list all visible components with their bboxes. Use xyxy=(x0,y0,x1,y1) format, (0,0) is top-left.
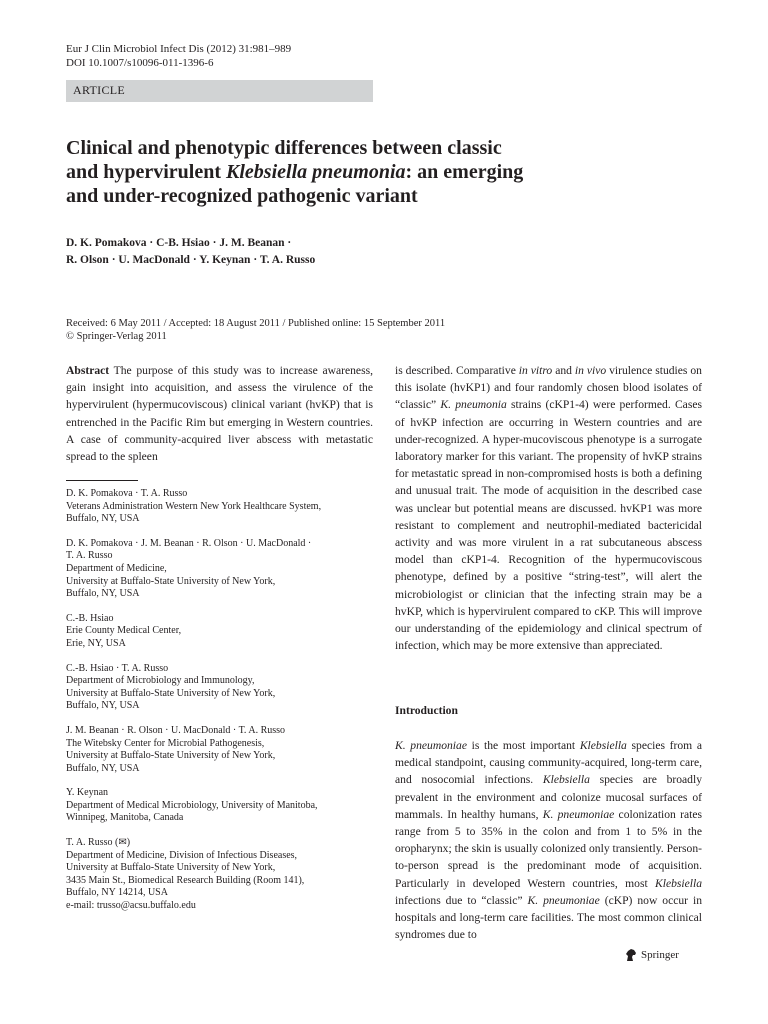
footnote-divider xyxy=(66,480,138,481)
abstract-italic: K. pneumonia xyxy=(440,398,507,412)
intro-text: colonization rates range from 5 to 35% in the colon and from 1 to 5% in the oropharynx; the skin is usually colonized only transiently. Person-to-person spread is the predominant mode of acquisition. Particularly in developed Western countries, most xyxy=(395,807,702,890)
affiliation-line: Department of Medicine, xyxy=(66,562,167,574)
affiliation-line: Winnipeg, Manitoba, Canada xyxy=(66,812,184,824)
affiliation-block xyxy=(66,613,373,651)
publisher-name: Springer xyxy=(641,949,679,961)
title-organism: Klebsiella pneumonia xyxy=(226,161,406,183)
intro-italic: K. pneumoniae xyxy=(527,893,600,907)
affiliation-block xyxy=(66,488,373,526)
publisher-footer xyxy=(624,948,679,962)
title-line-1: Clinical and phenotypic differences between classic xyxy=(66,137,502,159)
affiliation-line: University at Buffalo-State University of New York, xyxy=(66,750,276,762)
section-label: ARTICLE xyxy=(73,83,126,97)
intro-text: is the most important xyxy=(466,739,580,752)
affiliation-line: C.-B. Hsiao · T. A. Russo xyxy=(66,662,169,674)
affiliation-line: D. K. Pomakova · J. M. Beanan · R. Olson · U. MacDonald · xyxy=(66,537,312,549)
publication-history xyxy=(66,317,706,343)
affiliation-line: e-mail: trusso@acsu.buffalo.edu xyxy=(66,900,196,912)
paper-title xyxy=(66,136,626,208)
author-list xyxy=(66,235,486,269)
intro-italic: Klebsiella xyxy=(542,773,590,787)
affiliation-block xyxy=(66,725,373,775)
intro-italic: K. pneumoniae xyxy=(395,739,467,752)
affiliation-line: T. A. Russo (✉) xyxy=(66,837,131,849)
affiliation-line: T. A. Russo xyxy=(66,550,113,562)
abstract-text: virulence studies on this isolate (hvKP1) and four randomly chosen blood isolates of “classic” xyxy=(395,364,702,412)
journal-citation: Eur J Clin Microbiol Infect Dis (2012) 31:981–989 xyxy=(66,43,292,55)
abstract-heading: Abstract xyxy=(66,364,110,377)
abstract-text: strains (cKP1-4) were performed. Cases of hvKP infection are occurring in Western countries and are under-recognized. A hyper-mucoviscous phenotype is a surrogate laboratory marker for this variant. The propensity of hvKP strains for metastatic spread in non-compromised hosts is both a defining and unusual trait. The mode of acquisition in the described case was unclear but potential means are discussed. hvKP1 was more resistant to complement and neutrophil-mediated bactericidal activity and was more virulent in a rat subcutaneous abscess model than cKP1-4. Recognition of the hypermucoviscous phenotype, defined by a positive “string-test”, will alert the microbiologist or clinician that the infecting strain may be a hvKP, which is hypervirulent compared to cKP. This will improve our understanding of the epidemiology and clinical spectrum of infection, which may be more extensive than appreciated. xyxy=(395,398,702,653)
intro-text: species are broadly prevalent in the environment and colonize mucosal surfaces of mammals. In healthy humans, xyxy=(395,773,702,821)
affiliation-line: University at Buffalo-State University of New York, xyxy=(66,862,276,874)
dates-line: Received: 6 May 2011 / Accepted: 18 August 2011 / Published online: 15 September 2011 xyxy=(66,318,446,329)
authors-line-1: D. K. Pomakova · C-B. Hsiao · J. M. Beanan · xyxy=(66,237,292,249)
authors-line-2: R. Olson · U. MacDonald · Y. Keynan · T. A. Russo xyxy=(66,254,316,266)
affiliation-line: The Witebsky Center for Microbial Pathogenesis, xyxy=(66,737,265,749)
affiliation-line: Department of Microbiology and Immunology, xyxy=(66,675,255,687)
affiliation-block xyxy=(66,663,373,713)
affiliation-line: Buffalo, NY, USA xyxy=(66,762,140,774)
section-label-bar xyxy=(66,80,373,102)
title-text: : an emerging xyxy=(405,161,524,183)
affiliations xyxy=(66,488,373,925)
affiliation-line: Erie, NY, USA xyxy=(66,637,126,649)
affiliation-line: Buffalo, NY 14214, USA xyxy=(66,887,168,899)
affiliation-line: Veterans Administration Western New York Healthcare System, xyxy=(66,500,322,512)
intro-text: species from a medical standpoint, causing community-acquired, long-term care, and nosocomial infections. xyxy=(395,739,703,787)
abstract-text: is described. Comparative xyxy=(395,364,519,377)
intro-text: (cKP) now occur in hospitals and long-term care facilities. The most common clinical syndromes due to xyxy=(395,893,703,942)
affiliation-block xyxy=(66,837,373,913)
affiliation-line: C.-B. Hsiao xyxy=(66,612,114,624)
copyright-line: © Springer-Verlag 2011 xyxy=(66,331,167,342)
intro-italic: Klebsiella xyxy=(579,739,627,752)
doi: DOI 10.1007/s10096-011-1396-6 xyxy=(66,57,214,69)
abstract-text: The purpose of this study was to increase awareness, gain insight into acquisition, and assess the virulence of the hypervirulent (hypermucoviscous) clinical variant (hvKP) that is entrenched in the Pacific Rim but emerging in Western countries. A case of community-acquired liver abscess with metastatic spread to the spleen xyxy=(66,364,373,464)
affiliation-line: Buffalo, NY, USA xyxy=(66,588,140,600)
journal-header xyxy=(66,42,291,70)
title-line-3: and under-recognized pathogenic variant xyxy=(66,185,418,207)
intro-italic: K. pneumoniae xyxy=(542,807,615,821)
affiliation-line: Buffalo, NY, USA xyxy=(66,513,140,525)
affiliation-line: D. K. Pomakova · T. A. Russo xyxy=(66,488,188,499)
abstract-italic: in vitro xyxy=(518,364,553,377)
affiliation-line: 3435 Main St., Biomedical Research Building (Room 141), xyxy=(66,874,305,886)
springer-horse-icon xyxy=(624,948,638,962)
abstract-left xyxy=(66,362,373,465)
introduction-paragraph xyxy=(395,737,702,943)
title-text: and hypervirulent xyxy=(66,161,227,183)
introduction-heading: Introduction xyxy=(395,704,458,717)
title-line-2 xyxy=(66,160,626,184)
abstract-text: and xyxy=(552,364,575,377)
affiliation-line: Department of Medicine, Division of Infectious Diseases, xyxy=(66,849,298,861)
affiliation-line: University at Buffalo-State University of New York, xyxy=(66,575,276,587)
affiliation-line: Y. Keynan xyxy=(66,787,109,799)
abstract-right xyxy=(395,362,702,654)
affiliation-block xyxy=(66,787,373,825)
affiliation-line: J. M. Beanan · R. Olson · U. MacDonald · T. A. Russo xyxy=(66,724,286,736)
affiliation-block xyxy=(66,538,373,601)
affiliation-line: Buffalo, NY, USA xyxy=(66,700,140,712)
abstract-italic: in vivo xyxy=(574,364,607,377)
affiliation-line: Department of Medical Microbiology, University of Manitoba, xyxy=(66,799,318,811)
intro-italic: Klebsiella xyxy=(654,876,702,890)
intro-text: infections due to “classic” xyxy=(395,893,528,907)
affiliation-line: University at Buffalo-State University of New York, xyxy=(66,687,276,699)
affiliation-line: Erie County Medical Center, xyxy=(66,625,182,637)
